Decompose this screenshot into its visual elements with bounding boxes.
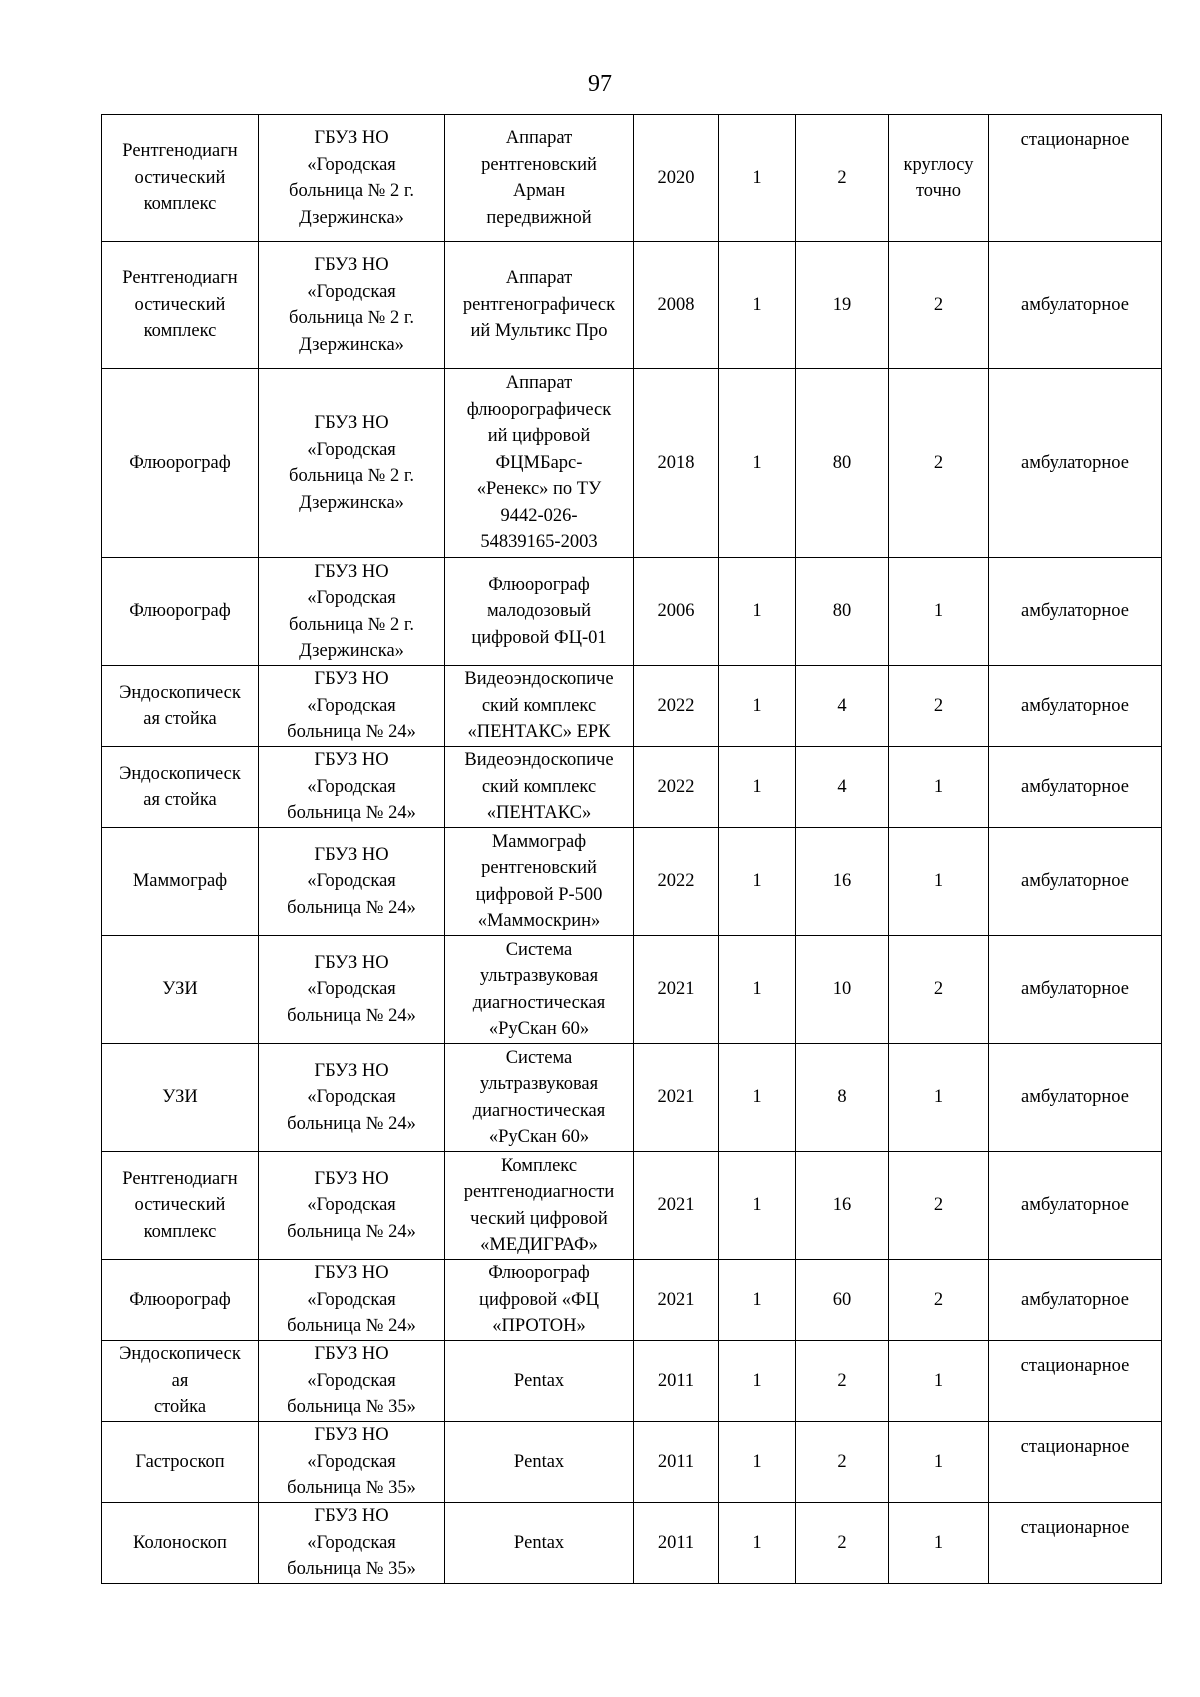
mode-cell: амбулаторное (989, 369, 1162, 558)
load-cell: 19 (796, 242, 889, 369)
equipment-table (101, 114, 1162, 1584)
mode-cell: стационарное (989, 1341, 1162, 1422)
table-row (102, 1152, 1162, 1260)
quantity-cell: 1 (719, 558, 796, 666)
model-cell: Видеоэндоскопиче ский комплекс «ПЕНТАКС» ЕРК (445, 666, 634, 747)
table-row (102, 558, 1162, 666)
quantity-cell: 1 (719, 242, 796, 369)
organization-cell: ГБУЗ НО «Городская больница № 24» (259, 1260, 445, 1341)
table-row (102, 115, 1162, 242)
table-row (102, 1422, 1162, 1503)
model-cell: Видеоэндоскопиче ский комплекс «ПЕНТАКС» (445, 747, 634, 828)
mode-cell: амбулаторное (989, 558, 1162, 666)
mode-cell: стационарное (989, 1422, 1162, 1503)
shifts-cell: 2 (889, 1260, 989, 1341)
quantity-cell: 1 (719, 936, 796, 1044)
organization-cell: ГБУЗ НО «Городская больница № 2 г. Дзержинска» (259, 558, 445, 666)
model-cell: Маммограф рентгеновский цифровой Р-500 «Маммоскрин» (445, 828, 634, 936)
mode-cell: стационарное (989, 1503, 1162, 1584)
shifts-cell: 1 (889, 828, 989, 936)
model-cell: Комплекс рентгенодиагности ческий цифровой «МЕДИГРАФ» (445, 1152, 634, 1260)
organization-cell: ГБУЗ НО «Городская больница № 24» (259, 936, 445, 1044)
quantity-cell: 1 (719, 828, 796, 936)
organization-cell: ГБУЗ НО «Городская больница № 24» (259, 1044, 445, 1152)
organization-cell: ГБУЗ НО «Городская больница № 24» (259, 747, 445, 828)
quantity-cell: 1 (719, 115, 796, 242)
shifts-cell: 2 (889, 936, 989, 1044)
table-row (102, 666, 1162, 747)
quantity-cell: 1 (719, 1422, 796, 1503)
quantity-cell: 1 (719, 1503, 796, 1584)
mode-cell: амбулаторное (989, 747, 1162, 828)
equipment-type-cell: Флюорограф (102, 1260, 259, 1341)
organization-cell: ГБУЗ НО «Городская больница № 35» (259, 1503, 445, 1584)
equipment-type-cell: Колоноскоп (102, 1503, 259, 1584)
shifts-cell: 1 (889, 1503, 989, 1584)
organization-cell: ГБУЗ НО «Городская больница № 35» (259, 1422, 445, 1503)
quantity-cell: 1 (719, 1044, 796, 1152)
mode-cell: амбулаторное (989, 1260, 1162, 1341)
mode-cell: амбулаторное (989, 1152, 1162, 1260)
model-cell: Система ультразвуковая диагностическая «РуСкан 60» (445, 1044, 634, 1152)
mode-cell: амбулаторное (989, 242, 1162, 369)
model-cell: Pentax (445, 1341, 634, 1422)
organization-cell: ГБУЗ НО «Городская больница № 24» (259, 666, 445, 747)
equipment-type-cell: Рентгенодиагн остический комплекс (102, 115, 259, 242)
equipment-type-cell: Маммограф (102, 828, 259, 936)
year-cell: 2020 (634, 115, 719, 242)
load-cell: 4 (796, 666, 889, 747)
organization-cell: ГБУЗ НО «Городская больница № 24» (259, 1152, 445, 1260)
year-cell: 2021 (634, 1044, 719, 1152)
table-row (102, 828, 1162, 936)
year-cell: 2021 (634, 1260, 719, 1341)
load-cell: 80 (796, 369, 889, 558)
quantity-cell: 1 (719, 666, 796, 747)
model-cell: Аппарат рентгенографическ ий Мультикс Про (445, 242, 634, 369)
year-cell: 2022 (634, 828, 719, 936)
load-cell: 10 (796, 936, 889, 1044)
load-cell: 16 (796, 1152, 889, 1260)
quantity-cell: 1 (719, 1152, 796, 1260)
shifts-cell: 1 (889, 1422, 989, 1503)
table-row (102, 747, 1162, 828)
quantity-cell: 1 (719, 747, 796, 828)
shifts-cell: 1 (889, 1044, 989, 1152)
table-row (102, 1341, 1162, 1422)
table-row (102, 936, 1162, 1044)
shifts-cell: 1 (889, 747, 989, 828)
model-cell: Аппарат рентгеновский Арман передвижной (445, 115, 634, 242)
shifts-cell: 2 (889, 1152, 989, 1260)
mode-cell: амбулаторное (989, 666, 1162, 747)
shifts-cell: 2 (889, 369, 989, 558)
shifts-cell: 1 (889, 558, 989, 666)
year-cell: 2011 (634, 1422, 719, 1503)
equipment-type-cell: УЗИ (102, 1044, 259, 1152)
mode-cell: амбулаторное (989, 936, 1162, 1044)
model-cell: Система ультразвуковая диагностическая «РуСкан 60» (445, 936, 634, 1044)
table-row (102, 369, 1162, 558)
year-cell: 2008 (634, 242, 719, 369)
page-number: 97 (588, 71, 612, 97)
table-row (102, 1260, 1162, 1341)
shifts-cell: 2 (889, 666, 989, 747)
table-row (102, 242, 1162, 369)
model-cell: Аппарат флюорографическ ий цифровой ФЦМБарс- «Ренекс» по ТУ 9442-026- 54839165-2003 (445, 369, 634, 558)
load-cell: 8 (796, 1044, 889, 1152)
equipment-type-cell: Эндоскопическ ая стойка (102, 666, 259, 747)
shifts-cell: круглосу точно (889, 115, 989, 242)
equipment-type-cell: УЗИ (102, 936, 259, 1044)
load-cell: 2 (796, 1422, 889, 1503)
load-cell: 16 (796, 828, 889, 936)
load-cell: 80 (796, 558, 889, 666)
equipment-type-cell: Рентгенодиагн остический комплекс (102, 242, 259, 369)
load-cell: 60 (796, 1260, 889, 1341)
year-cell: 2022 (634, 747, 719, 828)
mode-cell: амбулаторное (989, 1044, 1162, 1152)
year-cell: 2021 (634, 936, 719, 1044)
table-row (102, 1503, 1162, 1584)
mode-cell: стационарное (989, 115, 1162, 242)
equipment-type-cell: Рентгенодиагн остический комплекс (102, 1152, 259, 1260)
organization-cell: ГБУЗ НО «Городская больница № 24» (259, 828, 445, 936)
model-cell: Флюорограф цифровой «ФЦ «ПРОТОН» (445, 1260, 634, 1341)
shifts-cell: 2 (889, 242, 989, 369)
year-cell: 2011 (634, 1341, 719, 1422)
equipment-type-cell: Флюорограф (102, 558, 259, 666)
equipment-type-cell: Гастроскоп (102, 1422, 259, 1503)
mode-cell: амбулаторное (989, 828, 1162, 936)
load-cell: 4 (796, 747, 889, 828)
year-cell: 2021 (634, 1152, 719, 1260)
year-cell: 2022 (634, 666, 719, 747)
shifts-cell: 1 (889, 1341, 989, 1422)
organization-cell: ГБУЗ НО «Городская больница № 2 г. Дзержинска» (259, 242, 445, 369)
load-cell: 2 (796, 115, 889, 242)
organization-cell: ГБУЗ НО «Городская больница № 2 г. Дзержинска» (259, 369, 445, 558)
load-cell: 2 (796, 1503, 889, 1584)
organization-cell: ГБУЗ НО «Городская больница № 2 г. Дзержинска» (259, 115, 445, 242)
year-cell: 2011 (634, 1503, 719, 1584)
year-cell: 2018 (634, 369, 719, 558)
quantity-cell: 1 (719, 369, 796, 558)
organization-cell: ГБУЗ НО «Городская больница № 35» (259, 1341, 445, 1422)
model-cell: Pentax (445, 1503, 634, 1584)
equipment-type-cell: Эндоскопическ ая стойка (102, 1341, 259, 1422)
quantity-cell: 1 (719, 1341, 796, 1422)
equipment-type-cell: Эндоскопическ ая стойка (102, 747, 259, 828)
quantity-cell: 1 (719, 1260, 796, 1341)
equipment-type-cell: Флюорограф (102, 369, 259, 558)
year-cell: 2006 (634, 558, 719, 666)
table-row (102, 1044, 1162, 1152)
model-cell: Pentax (445, 1422, 634, 1503)
model-cell: Флюорограф малодозовый цифровой ФЦ-01 (445, 558, 634, 666)
load-cell: 2 (796, 1341, 889, 1422)
